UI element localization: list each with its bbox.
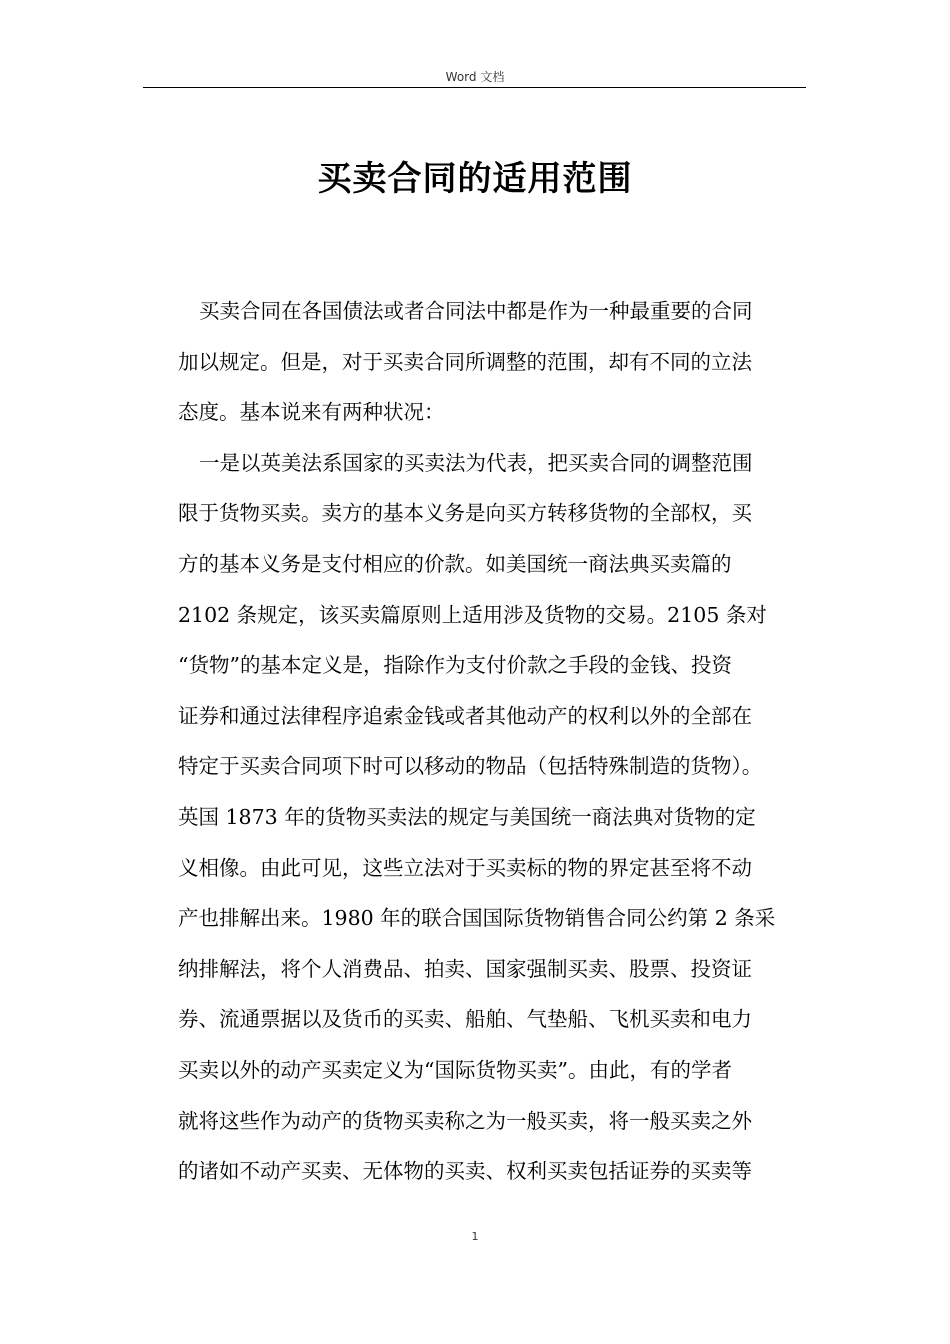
paragraph-line: 加以规定。但是，对于买卖合同所调整的范围，却有不同的立法 <box>178 349 752 374</box>
paragraph-line: 一是以英美法系国家的买卖法为代表，把买卖合同的调整范围 <box>199 450 753 475</box>
document-body <box>178 286 818 1197</box>
header-divider <box>143 87 806 88</box>
paragraph-line: 英国 1873 年的货物买卖法的规定与美国统一商法典对货物的定 <box>178 804 756 829</box>
paragraph-line: 产也排解出来。1980 年的联合国国际货物销售合同公约第 2 条采 <box>178 906 776 931</box>
paragraph-line: 就将这些作为动产的货物买卖称之为一般买卖，将一般买卖之外 <box>178 1108 752 1133</box>
paragraph-line: 特定于买卖合同项下时可以移动的物品（包括特殊制造的货物）。 <box>178 754 763 779</box>
paragraph-line: 限于货物买卖。卖方的基本义务是向买方转移货物的全部权，买 <box>178 501 752 526</box>
page-number: 1 <box>471 1230 479 1243</box>
paragraph-line: 义相像。由此可见，这些立法对于买卖标的物的界定甚至将不动 <box>178 855 752 880</box>
paragraph-line: 买卖合同在各国债法或者合同法中都是作为一种最重要的合同 <box>199 299 753 323</box>
header-label: Word 文档 <box>445 70 505 84</box>
paragraph-line: 方的基本义务是支付相应的价款。如美国统一商法典买卖篇的 <box>178 551 732 576</box>
document-title: 买卖合同的适用范围 <box>317 159 633 199</box>
paragraph-line: 2102 条规定，该买卖篇原则上适用涉及货物的交易。2105 条对 <box>178 602 767 627</box>
paragraph-line: 证券和通过法律程序追索金钱或者其他动产的权利以外的全部在 <box>178 703 752 728</box>
paragraph-line: 券、流通票据以及货币的买卖、船舶、气垫船、飞机买卖和电力 <box>178 1007 752 1032</box>
paragraph-line: 的诸如不动产买卖、无体物的买卖、权利买卖包括证券的买卖等 <box>178 1159 752 1184</box>
paragraph-line: 买卖以外的动产买卖定义为“国际货物买卖”。由此，有的学者 <box>178 1057 732 1082</box>
paragraph-line: 态度。基本说来有两种状况： <box>178 400 445 425</box>
paragraph-line: “货物”的基本定义是，指除作为支付价款之手段的金钱、投资 <box>178 653 732 678</box>
paragraph-line: 纳排解法，将个人消费品、拍卖、国家强制买卖、股票、投资证 <box>178 956 752 981</box>
